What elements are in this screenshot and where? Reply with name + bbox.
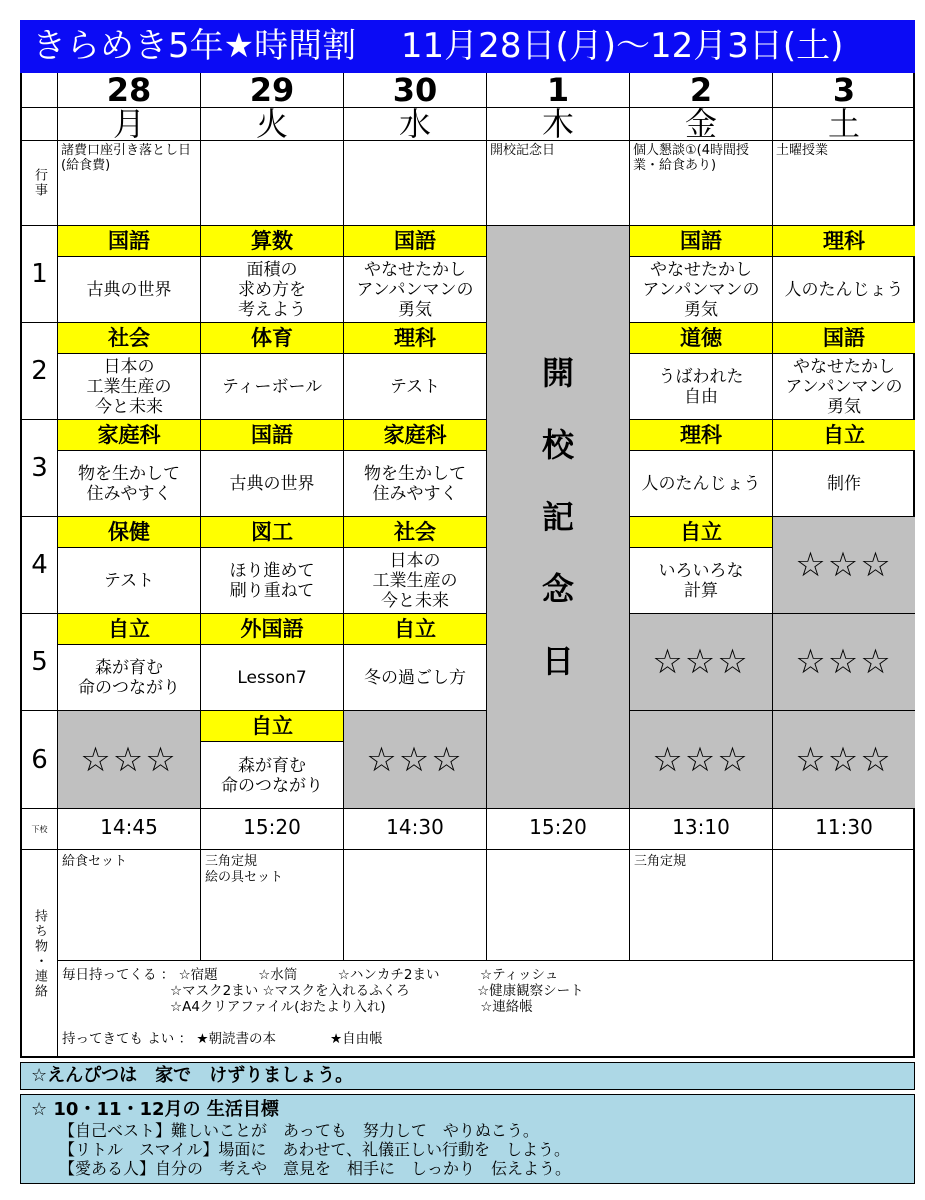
lesson-cell	[773, 323, 915, 420]
lesson-cell	[201, 517, 344, 614]
dismissal-time: 13:10	[630, 809, 773, 850]
topic-label: 森が育む 命のつながり	[221, 755, 323, 796]
lesson-cell	[201, 323, 344, 420]
subject-label: 図工	[201, 517, 343, 548]
subject-label: 社会	[58, 323, 200, 354]
weekday-header: 金	[630, 108, 773, 141]
topic-label: 制作	[827, 474, 861, 494]
items-cell: 三角定規	[630, 850, 773, 961]
lesson-cell	[58, 420, 201, 517]
subject-label: 自立	[344, 614, 486, 645]
subject-label: 自立	[773, 420, 915, 451]
holiday-char: 開	[541, 354, 574, 392]
empty-period-stars: ☆☆☆	[58, 711, 201, 809]
lesson-cell	[630, 420, 773, 517]
period-label: 2	[22, 323, 58, 420]
topic-label: やなせたかし アンパンマンの 勇気	[356, 260, 474, 320]
empty-period-stars: ☆☆☆	[344, 711, 487, 809]
empty-period-stars: ☆☆☆	[630, 711, 773, 809]
page-title: きらめき5年★時間割 11月28日(月)～12月3日(土)	[20, 20, 915, 73]
dismissal-time: 11:30	[773, 809, 915, 850]
items-cell	[487, 850, 630, 961]
corner-cell	[22, 73, 58, 108]
pencil-note: ☆えんぴつは 家で けずりましょう。	[20, 1062, 915, 1090]
topic-label: 日本の 工業生産の 今と未来	[86, 357, 172, 417]
event-cell	[201, 141, 344, 226]
subject-label: 自立	[58, 614, 200, 645]
empty-period-stars: ☆☆☆	[773, 711, 915, 809]
dismissal-time: 14:45	[58, 809, 201, 850]
weekday-header: 月	[58, 108, 201, 141]
event-cell	[344, 141, 487, 226]
subject-label: 道徳	[630, 323, 772, 354]
weekday-header: 木	[487, 108, 630, 141]
topic-label: 森が育む 命のつながり	[78, 658, 180, 698]
subject-label: 理科	[630, 420, 772, 451]
subject-label: 理科	[773, 226, 915, 257]
period-label: 5	[22, 614, 58, 711]
subject-label: 国語	[773, 323, 915, 354]
lesson-cell	[344, 420, 487, 517]
lesson-cell	[201, 614, 344, 711]
subject-label: 家庭科	[344, 420, 486, 451]
dismissal-time: 15:20	[487, 809, 630, 850]
topic-label: ほり進めて 刷り重ねて	[229, 561, 315, 601]
lesson-cell	[773, 226, 915, 323]
lesson-cell	[58, 517, 201, 614]
topic-label: ティーボール	[221, 377, 323, 397]
subject-label: 国語	[630, 226, 772, 257]
subject-label: 理科	[344, 323, 486, 354]
subject-label: 国語	[344, 226, 486, 257]
items-cell: 三角定規 絵の具セット	[201, 850, 344, 961]
subject-label: 自立	[630, 517, 772, 548]
dismissal-label: 下校	[22, 809, 58, 850]
date-header: 28	[58, 73, 201, 108]
event-cell: 開校記念日	[487, 141, 630, 226]
topic-label: やなせたかし アンパンマンの 勇気	[642, 260, 760, 320]
lesson-cell	[58, 614, 201, 711]
subject-label: 保健	[58, 517, 200, 548]
date-header: 2	[630, 73, 773, 108]
lesson-cell	[630, 226, 773, 323]
date-header: 29	[201, 73, 344, 108]
date-header: 3	[773, 73, 915, 108]
lesson-cell	[344, 323, 487, 420]
items-label: 持ち物・連絡	[22, 850, 58, 1058]
daily-items-line: 毎日持ってくる ： ☆宿題 ☆水筒 ☆ハンカチ2まい ☆ティッシュ	[62, 967, 559, 983]
topic-label: 人のたんじょう	[784, 280, 904, 300]
items-cell	[773, 850, 915, 961]
dismissal-time: 14:30	[344, 809, 487, 850]
period-label: 1	[22, 226, 58, 323]
topic-label: 冬の過ごし方	[364, 668, 466, 688]
lesson-cell	[344, 226, 487, 323]
empty-period-stars: ☆☆☆	[773, 517, 915, 614]
subject-label: 算数	[201, 226, 343, 257]
daily-items-line: ☆マスク2まい ☆マスクを入れるふくろ ☆健康観察シート	[62, 983, 584, 999]
dismissal-time: 15:20	[201, 809, 344, 850]
period-label: 3	[22, 420, 58, 517]
corner-cell	[22, 108, 58, 141]
topic-label: やなせたかし アンパンマンの 勇気	[785, 357, 903, 417]
event-cell: 個人懇談①(4時間授 業・給食あり)	[630, 141, 773, 226]
subject-label: 自立	[201, 711, 343, 742]
holiday-char: 念	[541, 570, 574, 608]
holiday-char: 日	[541, 642, 574, 680]
lesson-cell	[344, 614, 487, 711]
events-label: 行事	[22, 141, 58, 226]
event-cell: 諸費口座引き落とし日 (給食費)	[58, 141, 201, 226]
period-label: 6	[22, 711, 58, 809]
timetable-grid	[20, 73, 915, 1058]
topic-label: うばわれた 自由	[658, 367, 744, 407]
lesson-cell	[630, 517, 773, 614]
topic-label: 古典の世界	[86, 280, 172, 300]
subject-label: 体育	[201, 323, 343, 354]
topic-label: 人のたんじょう	[641, 474, 761, 494]
topic-label: テスト	[389, 377, 441, 397]
holiday-char: 記	[541, 498, 574, 536]
subject-label: 国語	[58, 226, 200, 257]
subject-label: 外国語	[201, 614, 343, 645]
school-anniversary-block	[487, 226, 630, 809]
period-label: 4	[22, 517, 58, 614]
event-cell: 土曜授業	[773, 141, 915, 226]
items-cell: 給食セット	[58, 850, 201, 961]
topic-label: 物を生かして 住みやすく	[78, 464, 180, 504]
goal-line: 【愛ある人】自分の 考えや 意見を 相手に しっかり 伝えよう。	[59, 1159, 572, 1178]
lesson-cell	[201, 711, 344, 809]
lesson-cell	[773, 420, 915, 517]
date-header: 30	[344, 73, 487, 108]
weekday-header: 水	[344, 108, 487, 141]
optional-items-line: 持ってきても よい ： ★朝読書の本 ★自由帳	[62, 1031, 383, 1047]
weekday-header: 火	[201, 108, 344, 141]
topic-label: 日本の 工業生産の 今と未来	[372, 551, 458, 611]
subject-label: 家庭科	[58, 420, 200, 451]
goals-title: ☆ 10・11・12月の 生活目標	[31, 1099, 279, 1120]
lesson-cell	[58, 323, 201, 420]
lesson-cell	[201, 226, 344, 323]
lesson-cell	[344, 517, 487, 614]
lesson-cell	[201, 420, 344, 517]
subject-label: 国語	[201, 420, 343, 451]
topic-label: Lesson7	[237, 668, 307, 688]
empty-period-stars: ☆☆☆	[630, 614, 773, 711]
weekday-header: 土	[773, 108, 915, 141]
subject-label: 社会	[344, 517, 486, 548]
topic-label: テスト	[103, 571, 155, 591]
goals-box	[20, 1094, 915, 1184]
items-cell	[344, 850, 487, 961]
topic-label: 古典の世界	[229, 474, 315, 494]
topic-label: いろいろな 計算	[658, 561, 744, 601]
daily-items-line: ☆A4クリアファイル(おたより入れ) ☆連絡帳	[62, 999, 533, 1015]
goal-line: 【リトル スマイル】場面に あわせて、礼儀正しい行動を しよう。	[59, 1140, 571, 1159]
topic-label: 面積の 求め方を 考えよう	[238, 260, 306, 320]
holiday-char: 校	[541, 426, 574, 464]
date-header: 1	[487, 73, 630, 108]
lesson-cell	[630, 323, 773, 420]
empty-period-stars: ☆☆☆	[773, 614, 915, 711]
topic-label: 物を生かして 住みやすく	[364, 464, 466, 504]
lesson-cell	[58, 226, 201, 323]
goal-line: 【自己ベスト】難しいことが あっても 努力して やりぬこう。	[59, 1121, 539, 1140]
daily-items-box	[58, 961, 915, 1056]
